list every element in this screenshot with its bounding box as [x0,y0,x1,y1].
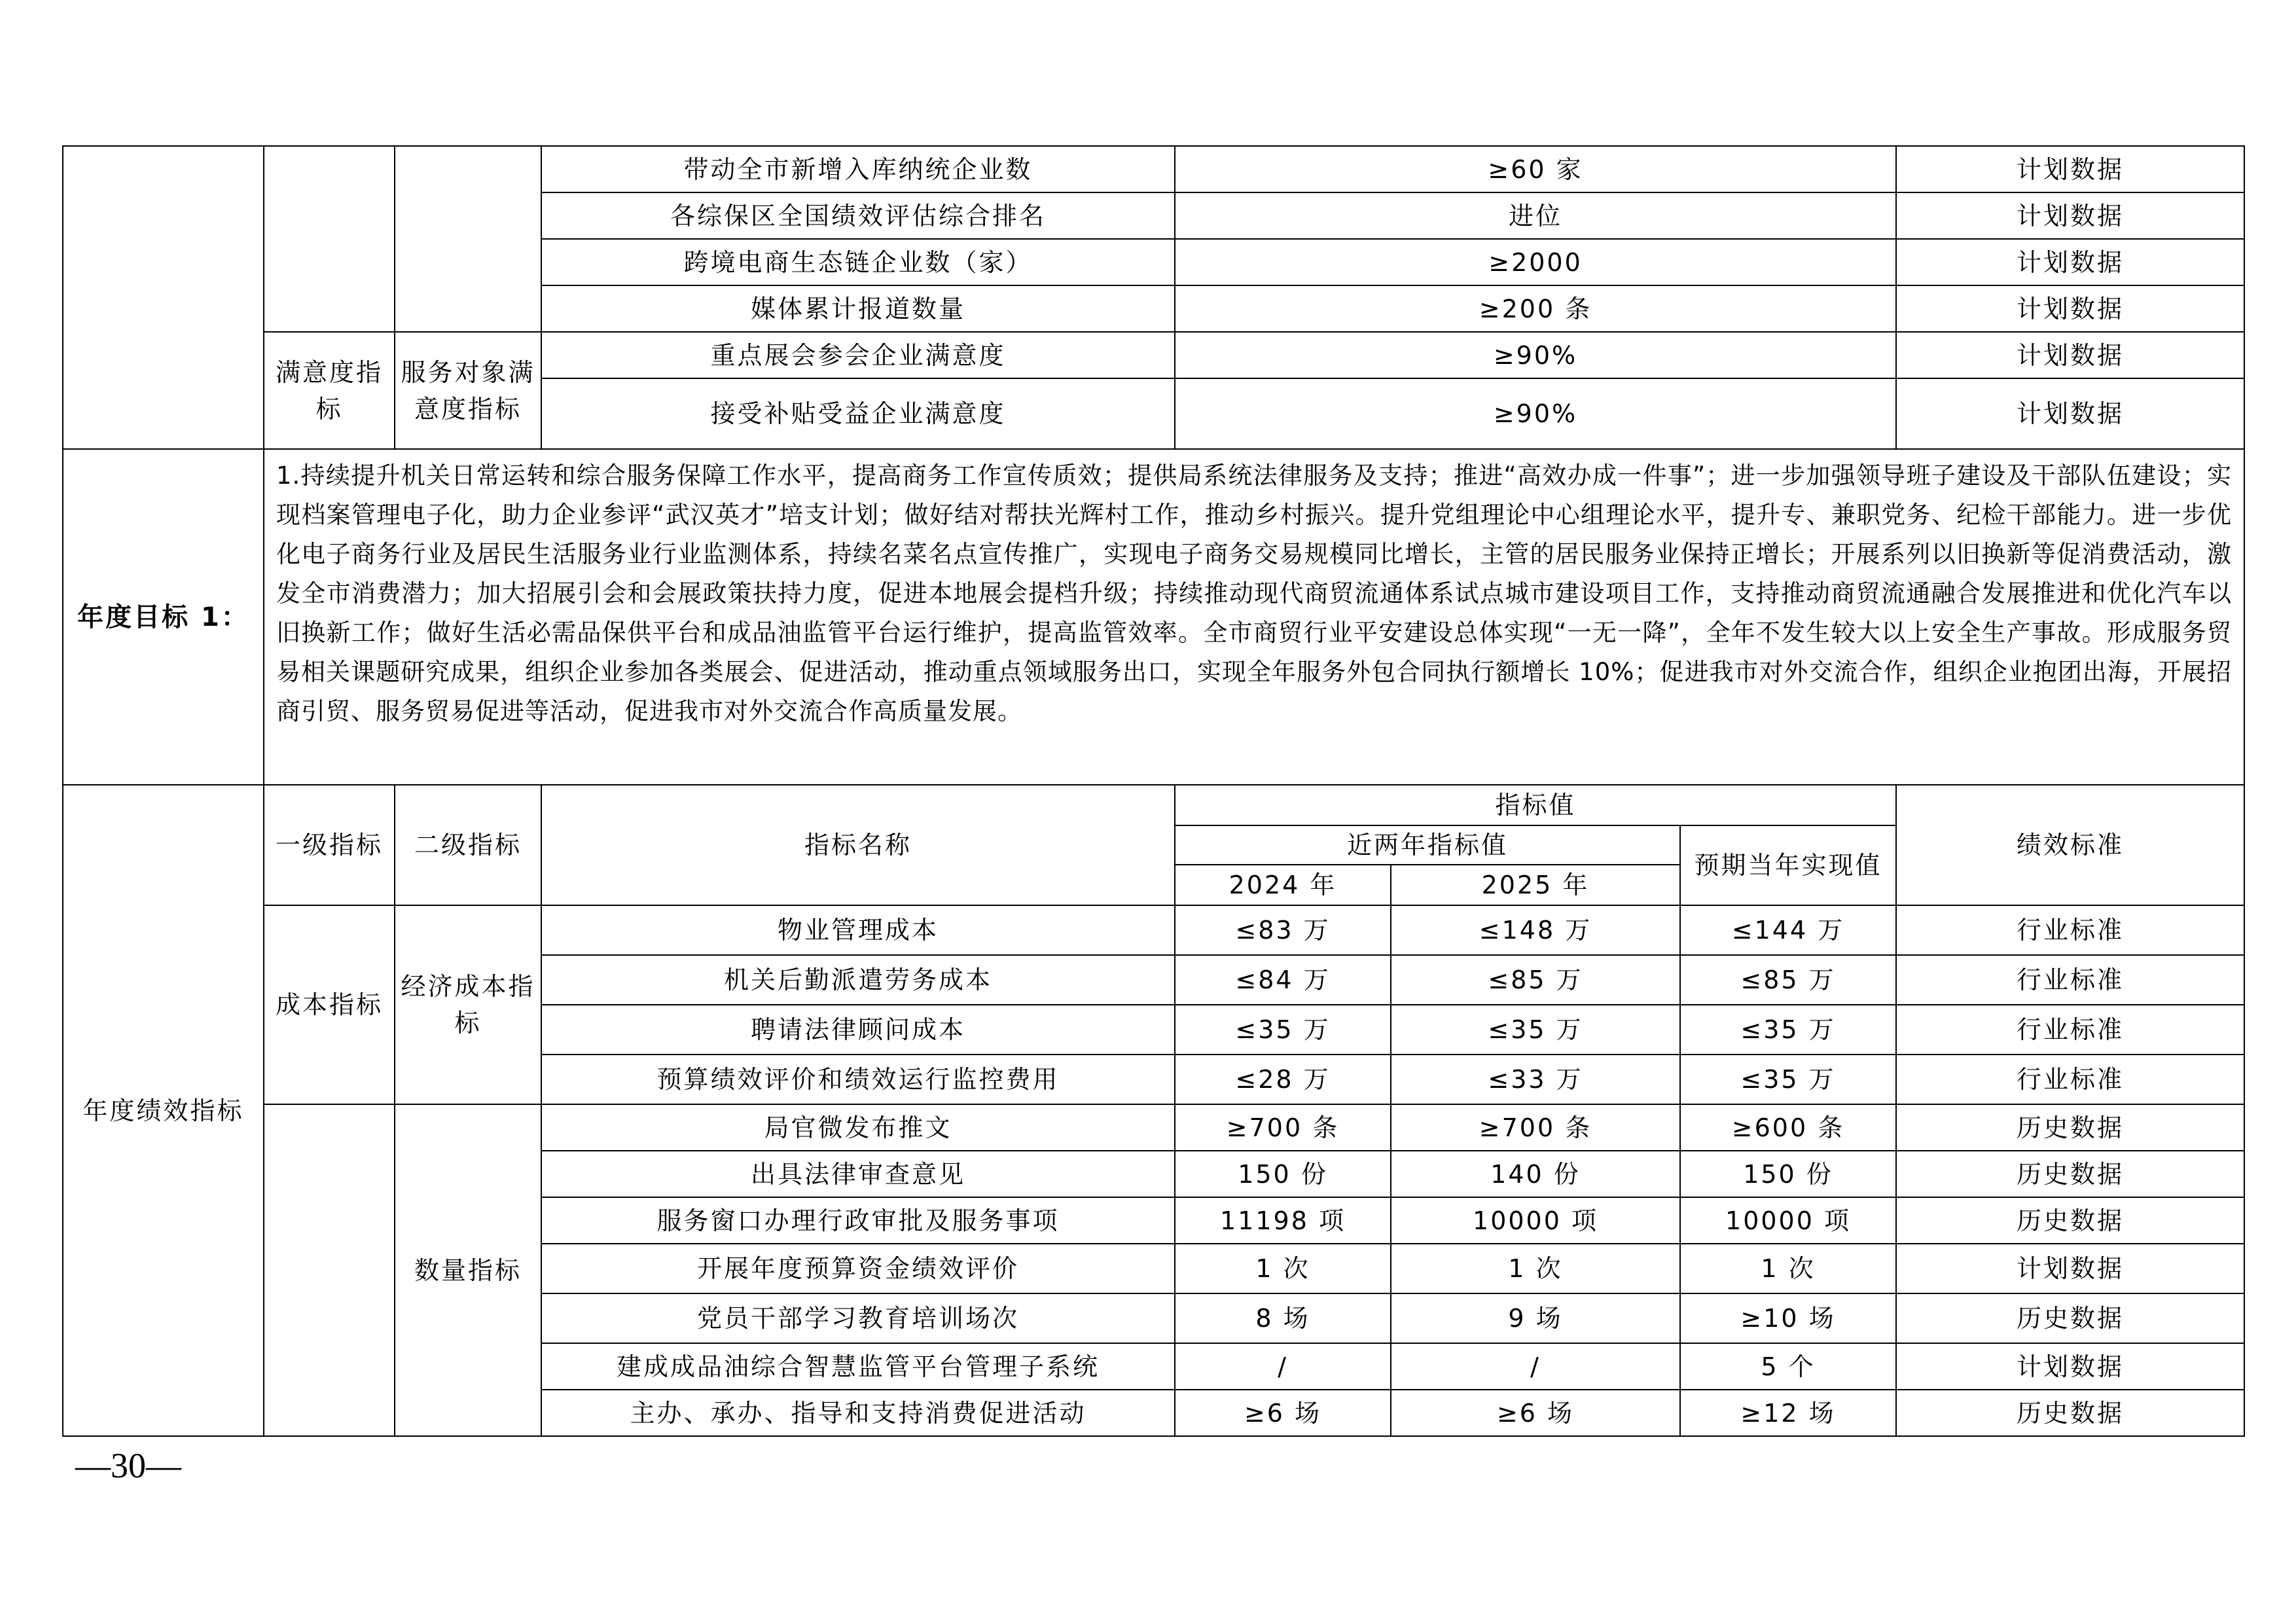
header-2025: 2025 年 [1391,865,1680,905]
indicator-standard: 历史数据 [1896,1151,2244,1197]
indicator-name: 各综保区全国绩效评估综合排名 [541,192,1175,239]
indicator-value: ≥90% [1175,332,1896,378]
performance-section-label: 年度绩效指标 [63,785,264,1436]
blank-level2-cell [395,146,541,332]
indicator-name: 出具法律审查意见 [541,1151,1175,1197]
qty-level2: 数量指标 [395,1104,541,1436]
indicator-standard: 行业标准 [1896,1005,2244,1055]
blank-section-cell [63,146,264,449]
header-level2: 二级指标 [395,785,541,905]
value-expected: 10000 项 [1680,1197,1896,1244]
value-2025: ≤148 万 [1391,905,1680,955]
indicator-standard: 计划数据 [1896,285,2244,332]
indicator-name: 带动全市新增入库纳统企业数 [541,146,1175,192]
value-2025: ≥700 条 [1391,1104,1680,1151]
indicator-standard: 历史数据 [1896,1104,2244,1151]
value-2025: / [1391,1343,1680,1390]
satisfaction-level2: 服务对象满意度指标 [395,332,541,449]
value-2024: 11198 项 [1175,1197,1391,1244]
indicator-value: ≥200 条 [1175,285,1896,332]
satisfaction-level1: 满意度指标 [264,332,395,449]
indicator-value: 进位 [1175,192,1896,239]
performance-table [62,145,2245,1437]
indicator-name: 服务窗口办理行政审批及服务事项 [541,1197,1175,1244]
value-2025: ≤85 万 [1391,955,1680,1005]
header-recent: 近两年指标值 [1175,825,1680,865]
indicator-name: 物业管理成本 [541,905,1175,955]
header-values: 指标值 [1175,785,1896,825]
indicator-standard: 历史数据 [1896,1197,2244,1244]
indicator-name: 党员干部学习教育培训场次 [541,1293,1175,1343]
header-row [63,785,2244,825]
value-2024: ≤28 万 [1175,1055,1391,1104]
table-row [63,146,2244,192]
blank-level1-cell [264,146,395,332]
indicator-name: 接受补贴受益企业满意度 [541,378,1175,449]
indicator-value: ≥90% [1175,378,1896,449]
indicator-standard: 计划数据 [1896,192,2244,239]
indicator-standard: 计划数据 [1896,332,2244,378]
indicator-value: ≥60 家 [1175,146,1896,192]
value-2025: ≤35 万 [1391,1005,1680,1055]
value-expected: ≤144 万 [1680,905,1896,955]
indicator-standard: 行业标准 [1896,905,2244,955]
value-2024: ≤83 万 [1175,905,1391,955]
table-row [63,332,2244,378]
indicator-name: 预算绩效评价和绩效运行监控费用 [541,1055,1175,1104]
goal-text: 1.持续提升机关日常运转和综合服务保障工作水平，提高商务工作宣传质效；提供局系统法律服务及支持；推进“高效办成一件事”；进一步加强领导班子建设及干部队伍建设；实现档案管理电子化，助力企业参评“武汉英才”培支计划；做好结对帮扶光辉村工作，推动乡村振兴。提升党组理论中心组理论水平，提升专、兼职党务、纪检干部能力。进一步优化电子商务行业及居民生活服务业行业监测体系，持续名菜名点宣传推广，实现电子商务交易规模同比增长，主管的居民服务业保持正增长；开展系列以旧换新等促消费活动，激发全市消费潜力；加大招展引会和会展政策扶持力度，促进本地展会提档升级；持续推动现代商贸流通体系试点城市建设项目工作，支持推动商贸流通融合发展推进和优化汽车以旧换新工作；做好生活必需品保供平台和成品油监管平台运行维护，提高监管效率。全市商贸行业平安建设总体实现“一无一降”，全年不发生较大以上安全生产事故。形成服务贸易相关课题研究成果，组织企业参加各类展会、促进活动，推动重点领域服务出口，实现全年服务外包合同执行额增长 10%；促进我市对外交流合作，组织企业抱团出海，开展招商引贸、服务贸易促进等活动，促进我市对外交流合作高质量发展。 [264,449,2244,785]
goal-row [63,449,2244,785]
indicator-name: 聘请法律顾问成本 [541,1005,1175,1055]
page-number: —30— [75,1446,181,1485]
value-2024: ≥6 场 [1175,1390,1391,1436]
value-expected: ≤35 万 [1680,1055,1896,1104]
value-2025: 10000 项 [1391,1197,1680,1244]
value-2024: 1 次 [1175,1244,1391,1293]
indicator-name: 开展年度预算资金绩效评价 [541,1244,1175,1293]
indicator-name: 局官微发布推文 [541,1104,1175,1151]
value-2025: 9 场 [1391,1293,1680,1343]
value-expected: ≤85 万 [1680,955,1896,1005]
indicator-name: 媒体累计报道数量 [541,285,1175,332]
value-2024: ≤84 万 [1175,955,1391,1005]
value-2025: 1 次 [1391,1244,1680,1293]
value-2024: ≤35 万 [1175,1005,1391,1055]
value-expected: 150 份 [1680,1151,1896,1197]
indicator-standard: 历史数据 [1896,1390,2244,1436]
value-expected: ≤35 万 [1680,1005,1896,1055]
blank-level1-cell [264,1104,395,1436]
indicator-name: 主办、承办、指导和支持消费促进活动 [541,1390,1175,1436]
value-expected: ≥12 场 [1680,1390,1896,1436]
indicator-value: ≥2000 [1175,239,1896,285]
indicator-standard: 计划数据 [1896,146,2244,192]
table-row [63,905,2244,955]
value-expected: 1 次 [1680,1244,1896,1293]
cost-level2: 经济成本指标 [395,905,541,1104]
indicator-standard: 计划数据 [1896,1343,2244,1390]
value-2024: / [1175,1343,1391,1390]
value-2024: 8 场 [1175,1293,1391,1343]
indicator-standard: 计划数据 [1896,378,2244,449]
indicator-standard: 行业标准 [1896,955,2244,1005]
goal-label: 年度目标 1： [63,449,264,785]
header-expected: 预期当年实现值 [1680,825,1896,905]
indicator-standard: 计划数据 [1896,1244,2244,1293]
value-2025: 140 份 [1391,1151,1680,1197]
indicator-name: 机关后勤派遣劳务成本 [541,955,1175,1005]
value-2025: ≤33 万 [1391,1055,1680,1104]
cost-level1: 成本指标 [264,905,395,1104]
indicator-standard: 行业标准 [1896,1055,2244,1104]
header-name: 指标名称 [541,785,1175,905]
indicator-name: 跨境电商生态链企业数（家） [541,239,1175,285]
value-expected: ≥600 条 [1680,1104,1896,1151]
header-2024: 2024 年 [1175,865,1391,905]
value-expected: ≥10 场 [1680,1293,1896,1343]
header-standard: 绩效标准 [1896,785,2244,905]
table-row [63,1104,2244,1151]
indicator-name: 建成成品油综合智慧监管平台管理子系统 [541,1343,1175,1390]
indicator-name: 重点展会参会企业满意度 [541,332,1175,378]
value-2025: ≥6 场 [1391,1390,1680,1436]
value-2024: ≥700 条 [1175,1104,1391,1151]
header-level1: 一级指标 [264,785,395,905]
value-2024: 150 份 [1175,1151,1391,1197]
value-expected: 5 个 [1680,1343,1896,1390]
indicator-standard: 历史数据 [1896,1293,2244,1343]
indicator-standard: 计划数据 [1896,239,2244,285]
